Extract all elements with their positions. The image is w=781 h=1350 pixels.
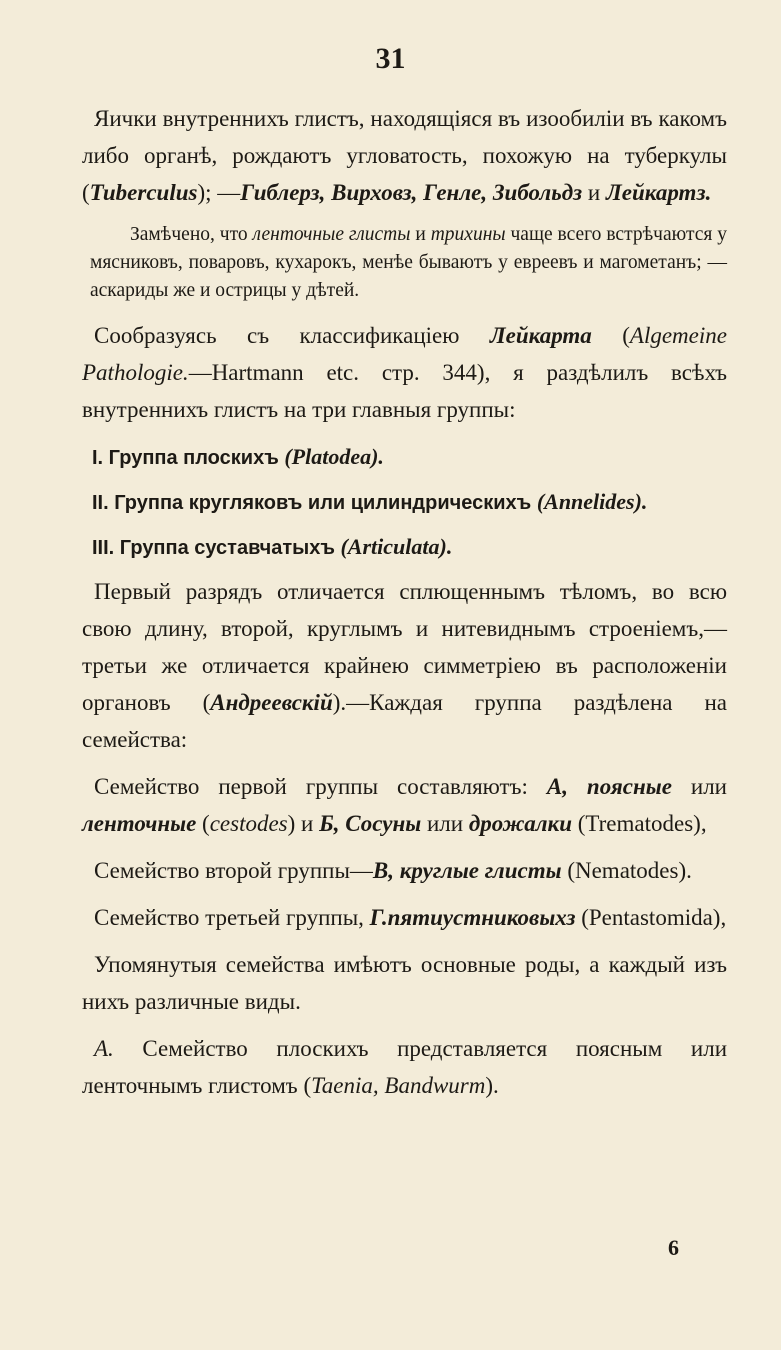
- text-run: или: [671, 774, 727, 799]
- term: ленточные: [82, 811, 197, 836]
- paragraph-note: [90, 221, 727, 305]
- group-label: I. Группа плоскихъ: [92, 447, 279, 469]
- text-run: ).—Каждая группа раздѣлена на семейства:: [82, 690, 727, 752]
- group-label: III. Группа суставчатыхъ: [92, 537, 335, 559]
- group-1: [82, 438, 727, 477]
- paragraph-classification: [82, 317, 727, 428]
- text-run: Упомянутыя семейства имѣютъ основные роды, а каждый изъ нихъ различные виды.: [82, 952, 727, 1014]
- text-run: и: [582, 180, 606, 205]
- paragraph-family-2: [82, 852, 727, 889]
- paragraph-differences: [82, 573, 727, 758]
- paragraph-family-a: [82, 1030, 727, 1104]
- term: дрожалки: [468, 811, 572, 836]
- latin-term: Taenia, Bandwurm: [311, 1073, 486, 1098]
- text-run: Семейство первой группы составляютъ:: [94, 774, 547, 799]
- page-number: 31: [375, 42, 406, 75]
- group-3: [82, 528, 727, 567]
- author-name: Лейкартз.: [605, 180, 712, 205]
- text-run: Первый разрядъ отличается сплющеннымъ тѣломъ, во всю свою длину, второй, круглымъ и нитевиднымъ строеніемъ,—третьи же отличается крайнею симметріею въ расположеніи органовъ (: [82, 579, 727, 715]
- paragraph-family-3: [82, 899, 727, 936]
- signature-mark: 6: [668, 1235, 679, 1260]
- group-label: II. Группа кругляковъ или цилиндрическихъ: [92, 492, 532, 514]
- term: А, поясные: [546, 774, 672, 799]
- term: Г.пятиустниковыхз: [369, 905, 576, 930]
- term: трихины: [430, 224, 506, 245]
- group-latin: (Annelides).: [536, 489, 648, 514]
- group-2: [82, 483, 727, 522]
- text-run: или: [421, 811, 469, 836]
- term: Б, Сосуны: [319, 811, 422, 836]
- text-run: —Hartmann etc. стр. 344), я раздѣлилъ всѣхъ внутреннихъ глистъ на три главныя группы:: [82, 360, 727, 422]
- section-letter: А.: [94, 1036, 114, 1061]
- group-latin: (Platodea).: [284, 444, 384, 469]
- term: В, круглые глисты: [372, 858, 562, 883]
- latin-term: cestodes: [209, 811, 288, 836]
- paragraph-genera: [82, 946, 727, 1020]
- text-run: Замѣчено, что: [130, 224, 253, 245]
- text-run: ) и: [287, 811, 320, 836]
- text-run: ).: [485, 1073, 499, 1098]
- latin-term: Tuberculus: [89, 180, 198, 205]
- author-names: Гиблерз, Вирховз, Генле, Зибольдз: [240, 180, 583, 205]
- text-run: Семейство плоскихъ представляется поясным или ленточнымъ глистомъ (: [82, 1036, 727, 1098]
- group-latin: (Articulata).: [340, 534, 453, 559]
- text-run: и: [410, 224, 431, 245]
- text-run: (Pentastomida),: [575, 905, 727, 930]
- paragraph-eggs: [82, 100, 727, 211]
- text-run: (: [591, 323, 630, 348]
- text-run: Яички внутреннихъ глистъ, находящіяся въ изообиліи въ какомъ либо органѣ, рождаютъ угловатость, похожую на туберкулы (: [82, 106, 727, 205]
- text-run: (: [196, 811, 210, 836]
- text-run: Семейство третьей группы,: [94, 905, 370, 930]
- term: ленточные глисты: [252, 224, 411, 245]
- text-run: (Nematodes).: [561, 858, 692, 883]
- body-text: [82, 100, 727, 1114]
- book-title: Algemeine Pathologie.: [82, 323, 727, 385]
- author-name: Лейкарта: [489, 323, 592, 348]
- text-run: (Trematodes),: [572, 811, 707, 836]
- text-run: ); —: [197, 180, 241, 205]
- author-name: Андреевскій: [210, 690, 333, 715]
- text-run: Семейство второй группы—: [94, 858, 373, 883]
- text-run: Сообразуясь съ классификаціею: [94, 323, 490, 348]
- paragraph-family-1: [82, 768, 727, 842]
- text-run: чаще всего встрѣчаются у мясниковъ, поваровъ, кухарокъ, менѣе бываютъ у евреевъ и магометанъ; — аскариды же и острицы у дѣтей.: [90, 224, 727, 301]
